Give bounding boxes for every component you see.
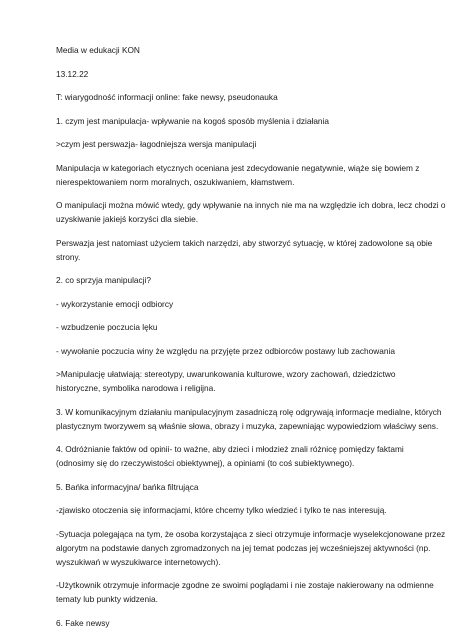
paragraph [56, 527, 444, 569]
text-line: Media w edukacji KON [56, 45, 140, 55]
paragraph [56, 43, 444, 57]
paragraph [56, 273, 444, 287]
paragraph [56, 367, 444, 395]
text-line: >Manipulację ułatwiają: stereotypy, uwarunkowania kulturowe, wzory zachowań, dziedzictwo [56, 369, 396, 379]
text-line: nierespektowaniem norm moralnych, oszukiwaniem, kłamstwem. [56, 176, 295, 187]
paragraph [56, 578, 444, 606]
paragraph [56, 405, 444, 433]
text-line: plastycznym tworzywem są właśnie słowa, obrazy i muzyka, zapewniając wypowiedziom właściwy sens. [56, 420, 439, 431]
paragraph [56, 616, 444, 630]
text-line: 2. co sprzyja manipulacji? [56, 275, 151, 285]
text-line: tematy lub punkty widzenia. [56, 594, 158, 604]
paragraph [56, 114, 444, 128]
text-line: 3. W komunikacyjnym działaniu manipulacyjnym zasadniczą rolę odgrywają informacje medialne, których [56, 406, 442, 417]
text-line: algorytm na podstawie danych zgromadzonych na jej temat podczas jej wcześniejszej aktywności (np. [56, 542, 431, 553]
paragraph [56, 90, 444, 104]
text-line: -zjawisko otoczenia się informacjami, które chcemy tylko wiedzieć i tylko te nas interesują. [56, 505, 387, 515]
paragraph [56, 442, 444, 470]
text-line: O manipulacji można mówić wtedy, gdy wpływanie na innych nie ma na względzie ich dobra, lecz chodzi o [56, 200, 446, 210]
text-line: wyszukiwań w wyszukiwarce internetowych). [56, 556, 221, 567]
paragraph [56, 198, 444, 226]
text-line: - wzbudzenie poczucia lęku [56, 322, 158, 332]
paragraph [56, 503, 444, 517]
paragraph [56, 480, 444, 494]
paragraph [56, 320, 444, 334]
paragraph [56, 236, 444, 264]
paragraph [56, 161, 444, 189]
text-line: 4. Odróżnianie faktów od opinii- to ważne, aby dzieci i młodzież znali różnicę pomiędzy faktami [56, 444, 404, 454]
text-line: >czym jest perswazja- łagodniejsza wersja manipulacji [56, 139, 257, 149]
text-line: -Użytkownik otrzymuje informacje zgodne ze swoimi poglądami i nie zostaje nakierowany na odmienne [56, 580, 434, 590]
text-line: 5. Bańka informacyjna/ bańka filtrująca [56, 481, 199, 492]
paragraph [56, 67, 444, 81]
text-line: 1. czym jest manipulacja- wpływanie na kogoś sposób myślenia i działania [56, 115, 330, 126]
text-line: historyczne, symbolika narodowa i religijna. [56, 383, 216, 393]
text-line: strony. [56, 251, 81, 262]
text-line: uzyskiwanie jakiejś korzyści dla siebie. [56, 214, 199, 224]
paragraph [56, 297, 444, 311]
text-line: (odnosimy się do rzeczywistości obiektywnej), a opiniami (to coś subiektywnego). [56, 458, 355, 468]
text-line: Perswazja jest natomiast użyciem takich narzędzi, aby stworzyć sytuację, w której zadowolone są obie [56, 237, 433, 248]
text-line: 6. Fake newsy [56, 617, 110, 628]
text-line: T: wiarygodność informacji online: fake newsy, pseudonauka [56, 92, 278, 102]
document-body [56, 43, 444, 630]
text-line: -Sytuacja polegająca na tym, że osoba korzystająca z sieci otrzymuje informacje wyselekcjonowane przez [56, 528, 446, 539]
text-line: - wykorzystanie emocji odbiorcy [56, 298, 174, 309]
paragraph [56, 137, 444, 151]
text-line: 13.12.22 [56, 68, 89, 79]
text-line: Manipulacja w kategoriach etycznych oceniana jest zdecydowanie negatywnie, wiąże się bowiem z [56, 162, 420, 173]
paragraph [56, 344, 444, 358]
text-line: - wywołanie poczucia winy że względu na przyjęte przez odbiorców postawy lub zachowania [56, 345, 395, 356]
